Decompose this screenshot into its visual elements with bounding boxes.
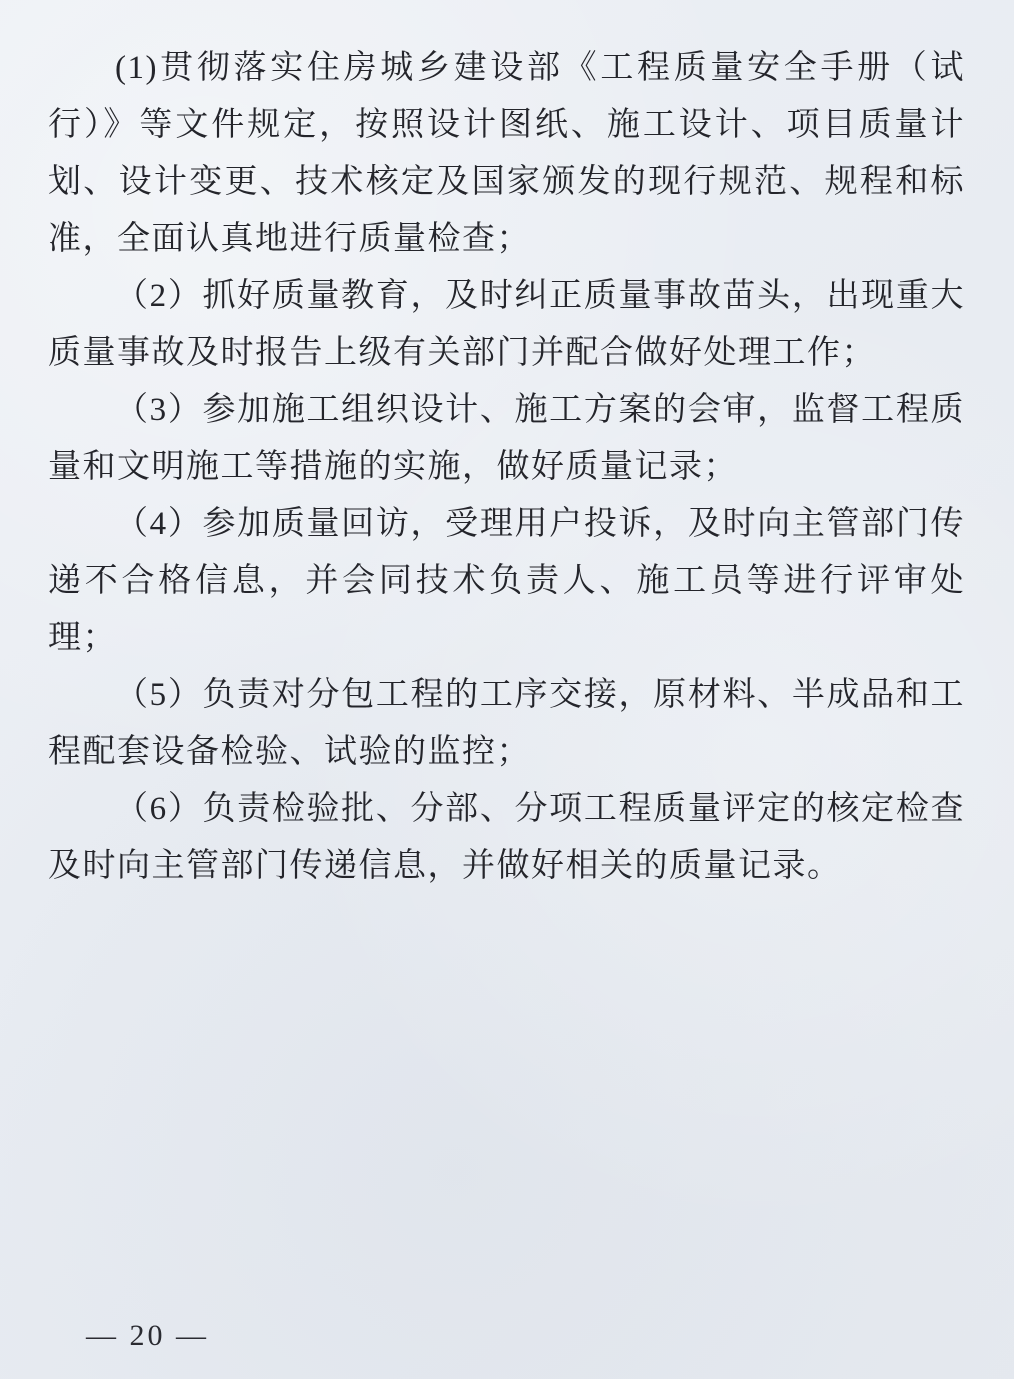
paragraph-item-6: （6）负责检验批、分部、分项工程质量评定的核定检查及时向主管部门传递信息，并做好相关的质量记录。 — [48, 791, 965, 884]
paragraph-item-1: (1)贯彻落实住房城乡建设部《工程质量安全手册（试行）》等文件规定，按照设计图纸、施工设计、项目质量计划、设计变更、技术核定及国家颁发的现行规范、规程和标准，全面认真地进行质量检查； — [48, 50, 965, 257]
document-body-text — [48, 40, 965, 895]
page-number: — 20 — — [86, 1319, 209, 1352]
paragraph-item-4: （4）参加质量回访，受理用户投诉，及时向主管部门传递不合格信息，并会同技术负责人、施工员等进行评审处理； — [48, 506, 965, 656]
paragraph-item-2: （2）抓好质量教育，及时纠正质量事故苗头，出现重大质量事故及时报告上级有关部门并配合做好处理工作； — [48, 278, 965, 371]
paragraph-item-3: （3）参加施工组织设计、施工方案的会审，监督工程质量和文明施工等措施的实施，做好质量记录； — [48, 392, 965, 485]
paragraph-item-5: （5）负责对分包工程的工序交接，原材料、半成品和工程配套设备检验、试验的监控； — [48, 677, 965, 770]
